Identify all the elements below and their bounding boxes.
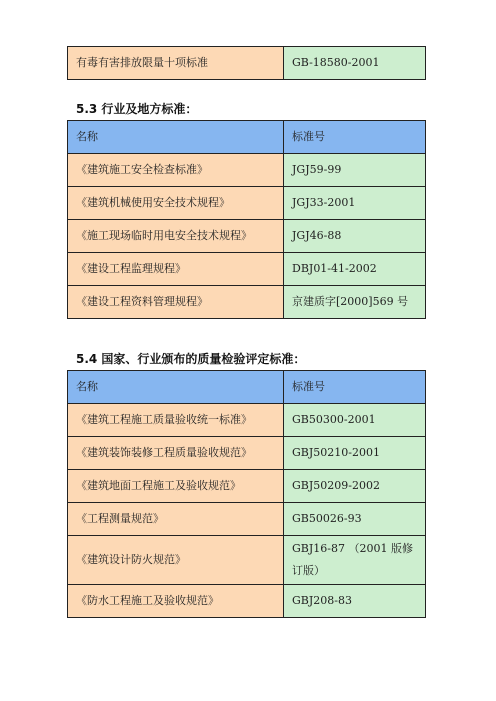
column-header-name: 名称 (68, 121, 284, 154)
standard-code: GBJ50209-2002 (284, 470, 426, 503)
table-row (68, 220, 426, 253)
standard-code: GB-18580-2001 (284, 47, 426, 80)
standard-name: 《建筑装饰装修工程质量验收规范》 (68, 437, 284, 470)
standard-name: 《建筑机械使用安全技术规程》 (68, 187, 284, 220)
table-row (68, 437, 426, 470)
standard-code: JGJ33-2001 (284, 187, 426, 220)
standard-name: 有毒有害排放限量十项标准 (68, 47, 284, 80)
standard-code: JGJ59-99 (284, 154, 426, 187)
table-row (68, 187, 426, 220)
table-row (68, 536, 426, 585)
table-row (68, 154, 426, 187)
standard-code: GBJ50210-2001 (284, 437, 426, 470)
standard-code: GB50300-2001 (284, 404, 426, 437)
standard-code (284, 536, 426, 585)
standard-name: 《建筑工程施工质量验收统一标准》 (68, 404, 284, 437)
standard-code-text: GBJ16-87 （2001 版修订版） (292, 542, 413, 577)
standard-code: JGJ46-88 (284, 220, 426, 253)
quality-inspection-standards-table (67, 370, 426, 618)
table-row (68, 286, 426, 319)
table-row (68, 470, 426, 503)
standard-code: 京建质字[2000]569 号 (284, 286, 426, 319)
standard-name: 《工程测量规范》 (68, 503, 284, 536)
table-row (68, 47, 426, 80)
standard-name: 《施工现场临时用电安全技术规程》 (68, 220, 284, 253)
table-row (68, 503, 426, 536)
section-heading-5-4: 5.4 国家、行业颁布的质量检验评定标准： (76, 352, 306, 366)
column-header-code: 标准号 (284, 371, 426, 404)
table-row (68, 585, 426, 618)
section-heading-5-3: 5.3 行业及地方标准： (76, 102, 198, 116)
standard-name: 《建筑地面工程施工及验收规范》 (68, 470, 284, 503)
industry-local-standards-table (67, 120, 426, 319)
standard-code: DBJ01-41-2002 (284, 253, 426, 286)
table-row (68, 404, 426, 437)
standard-name: 《建设工程资料管理规程》 (68, 286, 284, 319)
standard-name: 《防水工程施工及验收规范》 (68, 585, 284, 618)
column-header-code: 标准号 (284, 121, 426, 154)
standard-name: 《建设工程监理规程》 (68, 253, 284, 286)
column-header-name: 名称 (68, 371, 284, 404)
table-header-row (68, 371, 426, 404)
standard-code: GBJ208-83 (284, 585, 426, 618)
partial-standards-table (67, 46, 426, 80)
standard-code: GB50026-93 (284, 503, 426, 536)
table-row (68, 253, 426, 286)
standard-name: 《建筑设计防火规范》 (68, 536, 284, 585)
standard-name: 《建筑施工安全检查标准》 (68, 154, 284, 187)
table-header-row (68, 121, 426, 154)
